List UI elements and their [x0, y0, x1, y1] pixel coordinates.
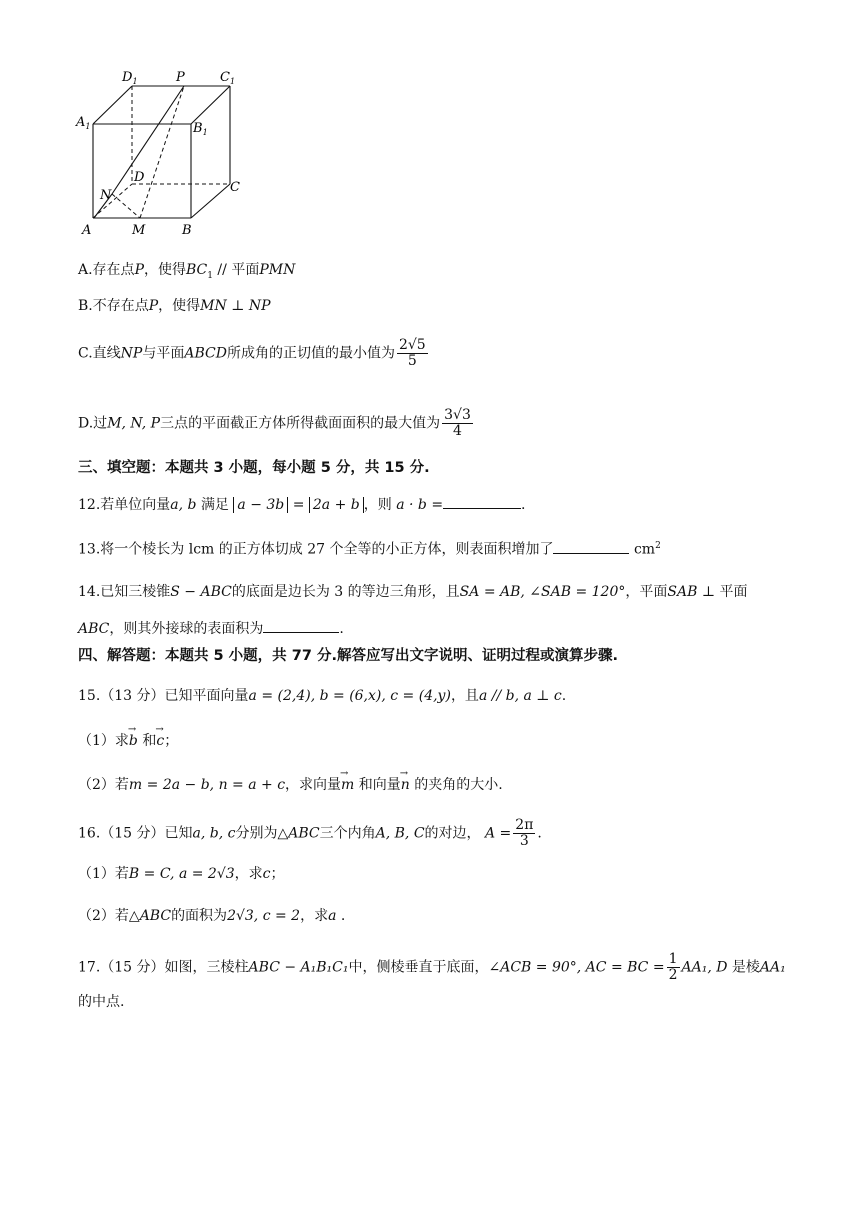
label-B1: $B_1$ — [193, 121, 208, 137]
question-15-part2: （2）若m = 2a − b, n = a + c，求向量→ m 和向量→ n 的夹角的大小. — [78, 775, 503, 795]
cube-figure — [70, 64, 250, 240]
answer-blank-12[interactable] — [443, 494, 521, 509]
question-13: 13.将一个棱长为 lcm 的正方体切成 27 个全等的小正方体，则表面积增加了 $cm^2$ — [78, 536, 661, 560]
fraction-1-over-2: $\frac{1}{2}$ — [668, 951, 678, 983]
question-16-part1: （1）若B = C, a = 2√3，求c； — [78, 866, 285, 882]
fraction-3sqrt3-over-4: $\frac{3√3}{4}$ — [444, 407, 471, 439]
label-D1: $D_1$ — [122, 70, 138, 86]
question-14-line2: ABC，则其外接球的表面积为 . — [78, 618, 344, 639]
fraction-2sqrt5-over-5: $\frac{2√5}{5}$ — [398, 337, 426, 369]
option-a: A.存在点P，使得$BC_1$ // 平面PMN — [78, 262, 296, 281]
fraction-2pi-over-3: $\frac{2\pi}{3}$ — [515, 817, 534, 849]
section-4-title: 四、解答题：本题共 5 小题，共 77 分.解答应写出文字说明、证明过程或演算步骤. — [78, 648, 618, 664]
answer-blank-14[interactable] — [263, 618, 339, 633]
question-17-line1: 17.（15 分）如图，三棱柱ABC − A₁B₁C₁中，侧棱垂直于底面，∠ACB = 90°, AC = BC = $\frac{1}{2}$ AA₁, D 是棱AA₁ — [78, 951, 786, 983]
label-B: B — [182, 223, 192, 238]
section-3-title: 三、填空题：本题共 3 小题，每小题 5 分，共 15 分. — [78, 460, 430, 476]
option-b: B.不存在点P，使得MN ⊥ NP — [78, 298, 271, 314]
question-16: 16.（15 分）已知a, b, c分别为△ABC三个内角A, B, C的对边， A = $\frac{2\pi}{3}$ . — [78, 817, 542, 849]
label-P: P — [176, 70, 185, 85]
question-15-part1: （1）求→ b 和→ c； — [78, 731, 178, 751]
label-C1: $C_1$ — [220, 70, 236, 86]
label-N: N — [100, 188, 112, 203]
label-M: M — [132, 223, 146, 238]
label-A: A — [82, 223, 92, 238]
answer-blank-13[interactable] — [553, 539, 629, 554]
question-12: 12.若单位向量a, b 满足 a − 3b = 2a + b ，则 a · b = . — [78, 494, 526, 515]
label-A1: $A_1$ — [76, 115, 91, 131]
question-17-line2: 的中点. — [78, 994, 125, 1010]
question-14-line1: 14.已知三棱锥S − ABC的底面是边长为 3 的等边三角形，且SA = AB, ∠SAB = 120°，平面SAB ⊥ 平面 — [78, 584, 748, 600]
question-16-part2: （2）若△ABC的面积为2√3, c = 2，求a . — [78, 908, 346, 924]
option-d: D.过M, N, P三点的平面截正方体所得截面面积的最大值为 $\frac{3√3}{4}$ — [78, 407, 471, 439]
label-C: C — [230, 180, 240, 195]
label-D: D — [134, 170, 145, 185]
question-15: 15.（13 分）已知平面向量a = (2,4), b = (6,x), c = (4,y)，且a // b, a ⊥ c. — [78, 688, 567, 704]
option-c: C.直线NP与平面ABCD所成角的正切值的最小值为 $\frac{2√5}{5}$ — [78, 337, 426, 369]
